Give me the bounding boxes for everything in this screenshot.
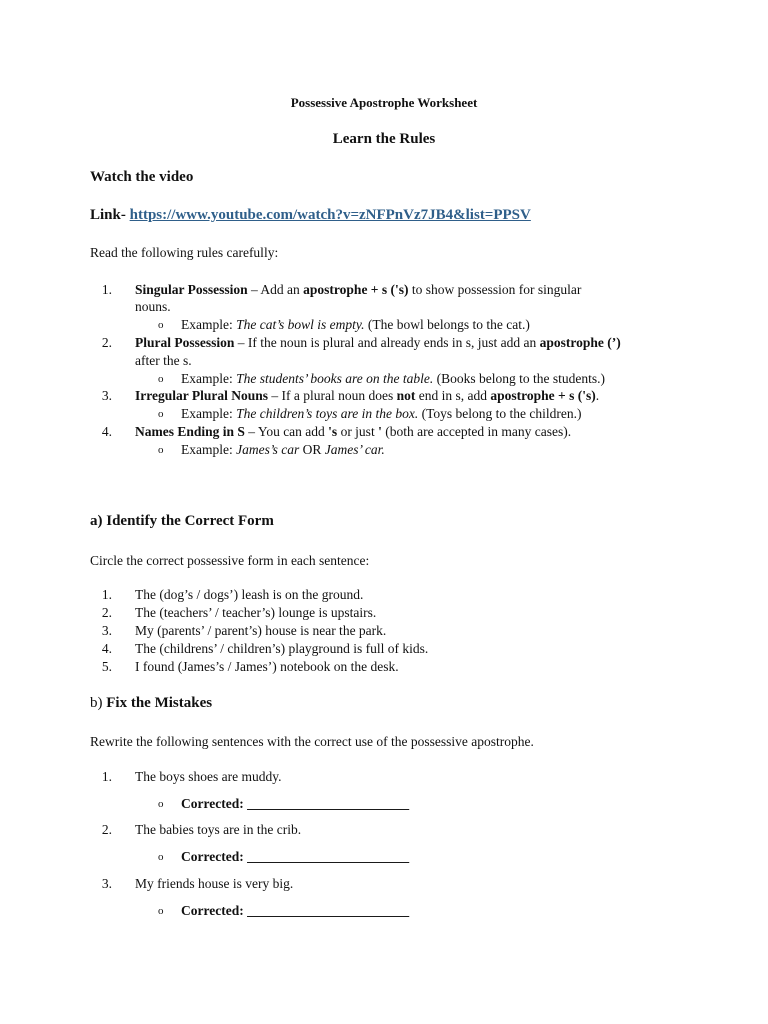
example-sentence: James’ car. [324, 442, 385, 457]
rule-bold: ' [378, 424, 382, 439]
rule-text: to show possession for singular [408, 282, 582, 297]
item-text: The (teachers’ / teacher’s) lounge is upstairs. [135, 605, 377, 620]
bullet-icon: o [158, 373, 164, 385]
rule-text: – You can add [244, 424, 329, 439]
corrected-field[interactable]: Corrected: ________________________ [181, 849, 410, 864]
example-label: Example: [181, 406, 237, 421]
section-b-prefix: b) [90, 695, 107, 711]
watch-video-heading: Watch the video [90, 169, 194, 185]
example-sentence: The children’s toys are in the box. [236, 406, 419, 421]
example-explanation: (The bowl belongs to the cat.) [364, 317, 530, 332]
example-or: OR [299, 442, 325, 457]
rule-name: Names Ending in S [135, 424, 245, 439]
example-sentence: The students’ books are on the table. [236, 371, 434, 386]
rule-name: Irregular Plural Nouns [135, 388, 269, 403]
item-number: 1. [101, 587, 112, 602]
item-number: 5. [101, 659, 112, 674]
rule-1-continuation: nouns. [135, 299, 171, 314]
item-number: 3. [101, 876, 112, 891]
worksheet-subtitle: Learn the Rules [332, 131, 436, 147]
section-b-heading [90, 695, 212, 712]
corrected-field[interactable]: Corrected: ________________________ [181, 903, 410, 918]
item-number: 2. [101, 605, 112, 620]
bullet-icon: o [158, 798, 164, 810]
rule-bold: apostrophe + s ('s) [490, 388, 596, 403]
rule-line [135, 334, 621, 351]
bullet-icon: o [158, 851, 164, 863]
rule-text: end in s, add [415, 388, 491, 403]
item-number: 1. [101, 769, 112, 784]
rule-bold: apostrophe (’) [539, 335, 621, 350]
item-number: 2. [101, 822, 112, 837]
rule-bold: apostrophe + s ('s) [303, 282, 409, 297]
bullet-icon: o [158, 319, 164, 331]
rule-number: 3. [101, 388, 112, 403]
rule-number: 4. [101, 424, 112, 439]
rule-line [135, 281, 581, 298]
item-text: My friends house is very big. [135, 876, 294, 891]
item-text: I found (James’s / James’) notebook on the desk. [135, 659, 399, 674]
item-text: The (childrens’ / children’s) playground is full of kids. [135, 641, 429, 656]
link-label: Link- [90, 207, 130, 223]
rule-text: . [595, 388, 600, 403]
section-b-title: Fix the Mistakes [106, 695, 213, 711]
rule-bold: not [396, 388, 416, 403]
video-link[interactable]: https://www.youtube.com/watch?v=zNFPnVz7JB4&list=PPSV [129, 207, 531, 223]
item-text: The boys shoes are muddy. [135, 769, 282, 784]
section-a-heading: a) Identify the Correct Form [90, 513, 274, 529]
example-explanation: (Books belong to the students.) [433, 371, 605, 386]
rule-bold: 's [328, 424, 338, 439]
rule-text: (both are accepted in many cases). [381, 424, 572, 439]
rule-number: 2. [101, 335, 112, 350]
example-sentence: The cat’s bowl is empty. [236, 317, 365, 332]
corrected-field[interactable]: Corrected: ________________________ [181, 796, 410, 811]
example-label: Example: [181, 442, 237, 457]
worksheet-title: Possessive Apostrophe Worksheet [290, 95, 478, 110]
bullet-icon: o [158, 905, 164, 917]
video-link-line [90, 207, 531, 224]
item-number: 3. [101, 623, 112, 638]
item-text: The (dog’s / dogs’) leash is on the ground. [135, 587, 364, 602]
example-label: Example: [181, 317, 237, 332]
example-explanation: (Toys belong to the children.) [418, 406, 582, 421]
item-number: 4. [101, 641, 112, 656]
rule-2-continuation: after the s. [135, 353, 192, 368]
rule-line [135, 423, 571, 440]
example-sentence: James’s car [236, 442, 300, 457]
rule-text: or just [337, 424, 379, 439]
bullet-icon: o [158, 408, 164, 420]
example-label: Example: [181, 371, 237, 386]
section-a-instruction: Circle the correct possessive form in each sentence: [90, 553, 370, 568]
rule-line [135, 387, 599, 404]
rule-number: 1. [101, 282, 112, 297]
intro-text: Read the following rules carefully: [90, 245, 279, 260]
rule-name: Singular Possession [135, 282, 248, 297]
bullet-icon: o [158, 444, 164, 456]
section-b-instruction: Rewrite the following sentences with the correct use of the possessive apostrophe. [90, 734, 534, 749]
rule-name: Plural Possession [135, 335, 235, 350]
section-a-list [90, 586, 690, 676]
item-text: The babies toys are in the crib. [135, 822, 302, 837]
item-text: My (parents’ / parent’s) house is near the park. [135, 623, 387, 638]
rule-text: – Add an [247, 282, 304, 297]
rule-text: – If a plural noun does [268, 388, 397, 403]
rule-text: – If the noun is plural and already ends in s, just add an [234, 335, 540, 350]
